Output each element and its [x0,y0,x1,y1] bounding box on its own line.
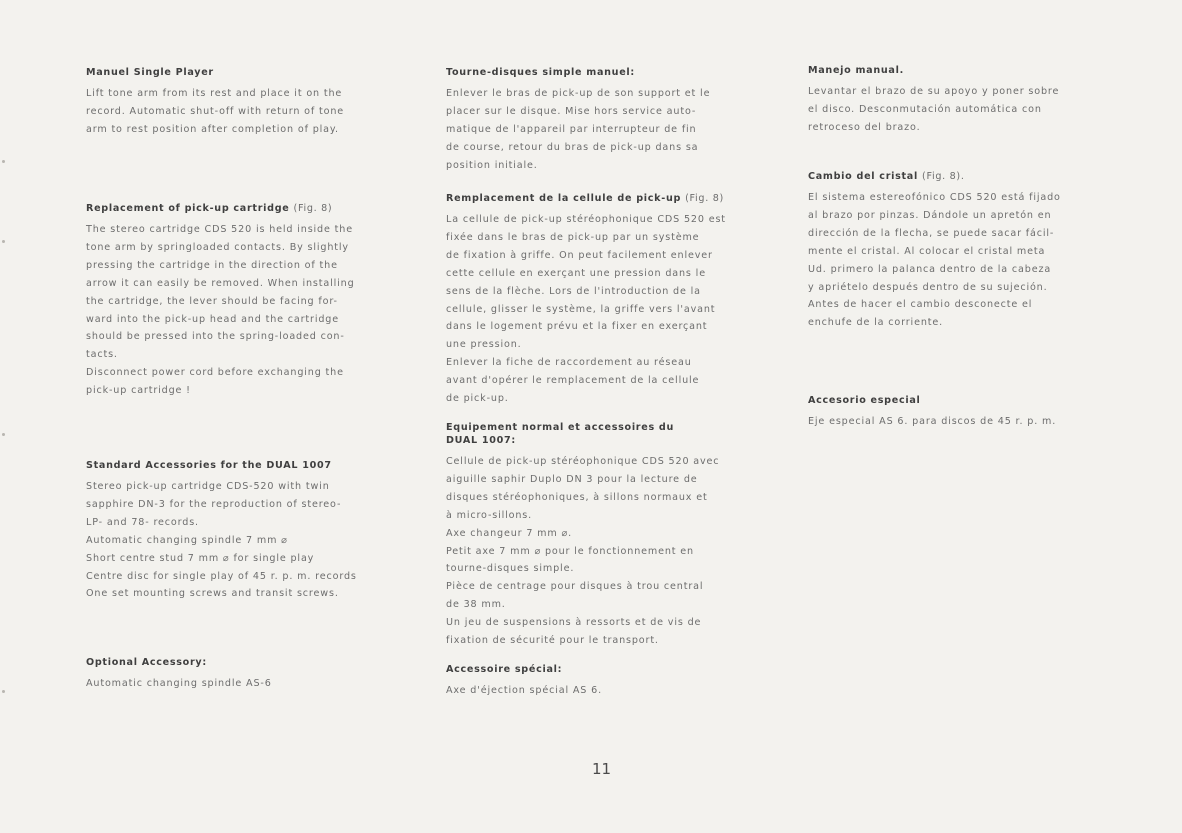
heading-text: Cambio del cristal [808,171,918,182]
section-heading: Manejo manual. [808,65,904,76]
section-heading: Accessoire spécial: [446,664,563,675]
section-heading: Accesorio especial [808,395,921,406]
margin-mark [2,433,5,436]
section-text: Cellule de pick-up stéréophonique CDS 520 avec aiguille saphir Duplo DN 3 pour la lecture de disques stéréophoniques, à sillons normaux et à micro-sillons. Axe changeur 7 mm ⌀. Petit axe 7 mm ⌀ pour le fonctionnement en tourne-disques simple. Pièce de centrage pour disques à trou central de 38 mm. Un jeu de suspensions à ressorts et de vis de fixation de sécurité pour le transport. [446,456,720,647]
section-text: Eje especial AS 6. para discos de 45 r. p. m. [808,416,1057,427]
section-text: Stereo pick-up cartridge CDS-520 with twin sapphire DN-3 for the reproduction of stereo- LP- and 78- records. Automatic changing spindle 7 mm ⌀ Short centre stud 7 mm ⌀ for single play Centre disc for single play of 45 r. p. m. records One set mounting screws and transit screws. [86,481,357,600]
manual-play-section [446,66,758,175]
figure-reference: (Fig. 8) [293,203,333,214]
section-text: Axe d'éjection spécial AS 6. [446,685,602,696]
section-text: The stereo cartridge CDS 520 is held inside the tone arm by springloaded contacts. By slightly pressing the cartridge in the direction of the arrow it can easily be removed. When installing the cartridge, the lever should be facing for- ward into the pick-up head and the cartridge should be pressed into the spring-loaded con- tacts. Disconnect power cord before exchanging the pick-up cartridge ! [86,224,355,397]
figure-reference: (Fig. 8). [922,171,965,182]
section-text: El sistema estereofónico CDS 520 está fijado al brazo por pinzas. Dándole un apretón en dirección de la flecha, se puede sacar fácil- mente el cristal. Al colocar el cristal meta Ud. primero la palanca dentro de la cabeza y apriételo después dentro de su sujeción. Antes de hacer el cambio desconecte el enchufe de la corriente. [808,192,1061,329]
section-heading [86,202,396,215]
section-text: Levantar el brazo de su apoyo y poner sobre el disco. Desconmutación automática con retroceso del brazo. [808,86,1060,133]
section-heading: Optional Accessory: [86,657,207,668]
standard-accessories-section [446,421,758,650]
section-heading [446,192,758,205]
section-text: Automatic changing spindle AS-6 [86,678,272,689]
section-heading: Tourne-disques simple manuel: [446,67,635,78]
standard-accessories-section [86,459,396,603]
margin-mark [2,160,5,163]
margin-mark [2,240,5,243]
figure-reference: (Fig. 8) [685,193,724,204]
optional-accessory-section [446,663,758,700]
section-text: La cellule de pick-up stéréophonique CDS 520 est fixée dans le bras de pick-up par un système de fixation à griffe. On peut facilement enlever cette cellule en exerçant une pression dans le sens de la flèche. Lors de l'introduction de la cellule, glisser le système, la griffe vers l'avant dans le logement prévu et la fixer en exerçant une pression. Enlever la fiche de raccordement au réseau avant d'opérer le remplacement de la cellule de pick-up. [446,214,726,405]
margin-mark [2,690,5,693]
manual-play-section [808,64,1118,137]
heading-text: Remplacement de la cellule de pick-up [446,193,682,204]
optional-accessory-section [86,656,396,693]
section-text: Lift tone arm from its rest and place it on the record. Automatic shut-off with return of tone arm to rest position after completion of play. [86,88,345,135]
section-heading: Manuel Single Player [86,67,214,78]
section-text: Enlever le bras de pick-up de son support et le placer sur le disque. Mise hors service auto- matique de l'appareil par interrupteur de fin de course, retour du bras de pick-up dans sa position initiale. [446,88,711,171]
section-heading: Equipement normal et accessoires du DUAL 1007: [446,422,674,446]
section-heading: Standard Accessories for the DUAL 1007 [86,460,332,471]
replacement-section [86,202,396,400]
manual-play-section [86,66,396,139]
optional-accessory-section [808,394,1118,431]
heading-text: Replacement of pick-up cartridge [86,203,290,214]
replacement-section [808,170,1118,332]
section-heading [808,170,1118,183]
page-number: 11 [592,760,612,778]
replacement-section [446,192,758,408]
